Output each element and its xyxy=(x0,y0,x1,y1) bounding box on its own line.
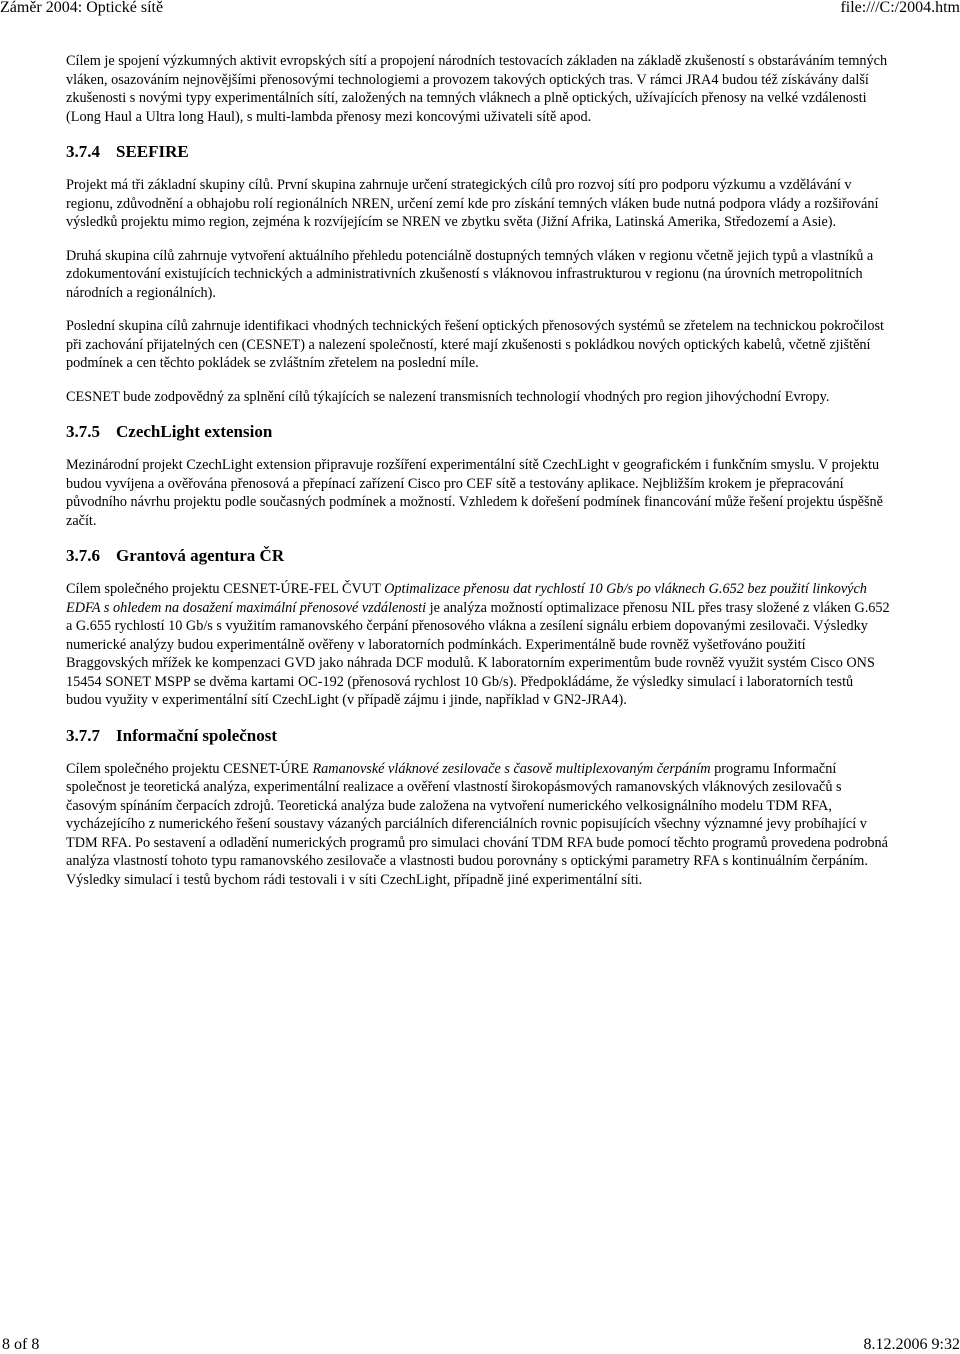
project-title-italic: Optimalizace přenosu dat rychlostí 10 Gb/s po vláknech G.652 bez použití linkových EDFA s ohledem na dosažení maximální přenosové vzdálenosti xyxy=(66,581,867,616)
intro-paragraph: Cílem je spojení výzkumných aktivit evropských sítí a propojení národních testovacích základen na základě zkušeností s obstaráváním temných vláken, osazováním nejnovějšími přenosovými technologiemi a provozem takových optických tras. V rámci JRA4 budou též získávány další zkušenosti s novými typy experimentálních sítí, založených na temných vláknech a plně optických, užívajících přenosy na velké vzdálenosti (Long Haul a Ultra long Haul), s multi-lambda přenosy mezi koncovými uživateli sítě apod. xyxy=(66,53,888,125)
text-run: je analýza možností optimalizace přenosu NIL přes trasy složené z vláken G.652 a G.655 rychlostí 10 Gb/s s využitím ramanovského čerpání přenosového vlákna a zesílení signálu erbiem dopovanými zesilovači. Výsledky numerické analýzy budou experimentálně ověřeny v laboratorních podmínkách. Experimentálně bude rovněž vyšetřováno použití Braggovských mřížek ke kompenzaci GVD jako náhrada DCF modulů. K laboratorním experimentům bude rovněž využit systém Cisco ONS 15454 SONET MSPP se dvěma kartami OC-192 (přenosová rychlost 10 Gb/s). Předpokládáme, že výsledky simulací i laboratorních testů budou využity v experimentální sítí CzechLight (v případě zájmu i jinde, například v GN2-JRA4). xyxy=(66,599,890,708)
section-number: 3.7.4 xyxy=(66,142,100,161)
section-heading-3-7-5 xyxy=(66,421,890,443)
section-heading-3-7-6 xyxy=(66,545,890,567)
text-run: Cílem společného projektu CESNET-ÚRE xyxy=(66,760,313,777)
section-title: Informační společnost xyxy=(116,725,278,745)
paragraph xyxy=(66,580,890,710)
section-title: SEEFIRE xyxy=(116,142,189,161)
text-run: programu Informační společnost je teoretická analýza, experimentální realizace a ověření vlastností širokopásmových ramanovských vláknových zesilovačů s časovým spínáním čerpacích zdrojů. Teoretická analýza bude založena na vytvoření numerického velkosignálního modelu TDM RFA, vycházejícího z numerického řešení soustavy vázaných parciálních diferenciálních rovnic popisujících všechny významné jevy probíhající v TDM RFA. Po sestavení a odladění numerických programů pro simulaci chování TDM RFA bude pomocí těchto programů provedena podrobná analýza vlastností tohoto typu ramanovského zesilovače a vlastnosti budou porovnány s optickými parametry RFA s kontinuálním čerpáním. Výsledky simulací i testů bychom rádi testovali i v síti CzechLight, případně jiné experimentální síti. xyxy=(66,760,888,888)
section-title: Grantová agentura ČR xyxy=(116,546,285,565)
text-run: Cílem společného projektu CESNET-ÚRE-FEL ČVUT xyxy=(66,581,385,597)
page-header-url: file:///C:/2004.htm xyxy=(840,0,960,16)
page-footer-page-number: 8 of 8 xyxy=(2,1336,40,1353)
paragraph: Poslední skupina cílů zahrnuje identifikaci vhodných technických řešení optických přenosových systémů se zřetelem na technickou pokročilost při zachování přijatelných cen (CESNET) a nalezení společností, které mají zkušenosti s pokládkou nových optických kabelů, včetně zjištění podmínek a cen těchto pokládek se zvláštním zřetelem na poslední míle. xyxy=(66,318,884,371)
paragraph: Mezinárodní projekt CzechLight extension připravuje rozšíření experimentální sítě CzechLight v geografickém i funkčním smyslu. V projektu budou vyvíjena a ověřována přenosová a přepínací zařízení Cisco pro CEF sítě a testovány aplikace. Nejbližším krokem je přepracování původního návrhu projektu podle současných podmínek a možností. Vzhledem k dořešení podmínek financování může řešení projektu úspěšně začít. xyxy=(66,457,883,529)
page-footer-datetime: 8.12.2006 9:32 xyxy=(863,1336,960,1353)
document-body xyxy=(66,52,890,904)
section-heading-3-7-4 xyxy=(66,141,890,163)
section-title: CzechLight extension xyxy=(116,422,273,441)
paragraph: Druhá skupina cílů zahrnuje vytvoření aktuálního přehledu potenciálně dostupných temných vláken v regionu včetně jejich typů a vlastníků a zdokumentování existujících technických a administrativních zkušeností s vláknovou infrastrukturou v regionu (na úrovních metropolitních národních a regionálních). xyxy=(66,247,874,301)
project-title-italic: Ramanovské vláknové zesilovače s časově multiplexovaným čerpáním xyxy=(312,760,711,777)
paragraph xyxy=(66,760,890,890)
section-heading-3-7-7 xyxy=(66,725,890,747)
page-header-title: Záměr 2004: Optické sítě xyxy=(0,0,164,16)
section-number: 3.7.5 xyxy=(66,422,100,441)
paragraph: CESNET bude zodpovědný za splnění cílů týkajících se nalezení transmisních technologií vhodných pro region jihovýchodní Evropy. xyxy=(66,388,830,405)
paragraph: Projekt má tři základní skupiny cílů. První skupina zahrnuje určení strategických cílů pro rozvoj sítí pro podporu výzkumu a vzdělávání v regionu, zdůvodnění a obhajobu rolí regionálních NREN, určení zemí kde pro získání temných vláken bude nutná podpora vlády a rozšiřování výsledků projektu mimo region, zejména k rozvíjejícím se NREN ve zbytku světa (Jižní Afrika, Latinská Amerika, Středozemí a Asie). xyxy=(66,177,879,230)
section-number: 3.7.7 xyxy=(66,725,100,745)
section-number: 3.7.6 xyxy=(66,546,100,565)
